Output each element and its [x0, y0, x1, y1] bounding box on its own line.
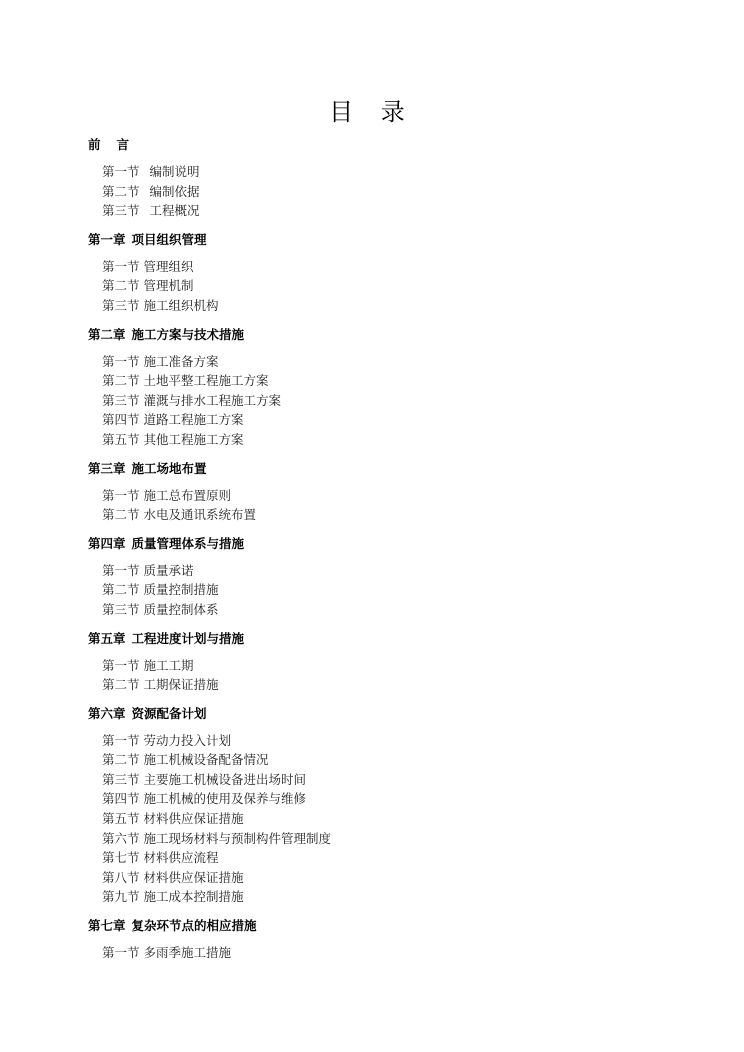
section-title: 施工准备方案 [143, 353, 219, 369]
section-list [88, 656, 688, 695]
section-entry[interactable] [102, 276, 688, 296]
section-number: 第一节 [102, 732, 140, 748]
section-entry[interactable] [102, 296, 688, 316]
section-entry[interactable] [102, 391, 688, 411]
section-number: 第八节 [102, 869, 140, 885]
section-entry[interactable] [102, 789, 688, 809]
toc-chapter [88, 231, 688, 316]
toc-chapter [88, 917, 688, 963]
chapter-heading[interactable] [88, 535, 688, 553]
section-number: 第二节 [102, 183, 140, 199]
section-entry[interactable] [102, 809, 688, 829]
chapter-number: 第一章 [88, 231, 126, 247]
section-entry[interactable] [102, 486, 688, 506]
section-entry[interactable] [102, 675, 688, 695]
section-number: 第七节 [102, 850, 140, 866]
section-number: 第二节 [102, 278, 140, 294]
section-entry[interactable] [102, 868, 688, 888]
section-entry[interactable] [102, 580, 688, 600]
section-title: 道路工程施工方案 [143, 412, 244, 428]
chapter-number: 第四章 [88, 535, 126, 551]
section-title: 施工总布置原则 [143, 487, 232, 503]
chapter-name: 资源配备计划 [131, 705, 207, 721]
chapter-name: 施工方案与技术措施 [131, 326, 245, 342]
section-title: 材料供应保证措施 [143, 811, 244, 827]
chapter-name: 项目组织管理 [131, 231, 207, 247]
section-number: 第一节 [102, 945, 140, 961]
section-number: 第三节 [102, 203, 140, 219]
section-title: 施工现场材料与预制构件管理制度 [143, 830, 332, 846]
chapter-heading[interactable] [88, 136, 688, 154]
section-list [88, 943, 688, 963]
section-entry[interactable] [102, 600, 688, 620]
chapter-number: 第三章 [88, 460, 126, 476]
section-number: 第二节 [102, 677, 140, 693]
section-number: 第二节 [102, 752, 140, 768]
section-title: 管理机制 [143, 278, 194, 294]
chapter-heading[interactable] [88, 231, 688, 249]
section-title: 土地平整工程施工方案 [143, 373, 269, 389]
section-title: 水电及通讯系统布置 [143, 507, 257, 523]
section-number: 第三节 [102, 392, 140, 408]
section-entry[interactable] [102, 770, 688, 790]
section-number: 第一节 [102, 562, 140, 578]
toc-chapter [88, 136, 688, 221]
section-number: 第二节 [102, 373, 140, 389]
section-list [88, 731, 688, 907]
section-title: 灌溉与排水工程施工方案 [143, 392, 282, 408]
section-number: 第九节 [102, 889, 140, 905]
chapter-number: 第二章 [88, 326, 126, 342]
chapter-name: 复杂环节点的相应措施 [131, 918, 257, 934]
section-number: 第一节 [102, 258, 140, 274]
section-title: 材料供应保证措施 [143, 869, 244, 885]
section-entry[interactable] [102, 352, 688, 372]
chapter-number: 第五章 [88, 630, 126, 646]
section-number: 第二节 [102, 507, 140, 523]
chapter-name: 工程进度计划与措施 [131, 630, 245, 646]
section-entry[interactable] [102, 943, 688, 963]
chapter-heading[interactable] [88, 705, 688, 723]
toc-chapter [88, 535, 688, 620]
section-number: 第三节 [102, 771, 140, 787]
section-title: 主要施工机械设备进出场时间 [143, 771, 307, 787]
toc-chapter [88, 326, 688, 450]
section-title: 其他工程施工方案 [143, 431, 244, 447]
section-list [88, 486, 688, 525]
chapter-heading[interactable] [88, 460, 688, 478]
section-number: 第五节 [102, 811, 140, 827]
toc-chapter [88, 630, 688, 695]
section-title: 质量承诺 [143, 562, 194, 578]
chapter-number: 第六章 [88, 705, 126, 721]
section-entry[interactable] [102, 430, 688, 450]
chapter-heading[interactable] [88, 326, 688, 344]
section-number: 第三节 [102, 297, 140, 313]
section-title: 编制说明 [149, 164, 200, 179]
section-entry[interactable] [102, 505, 688, 525]
section-number: 第三节 [102, 601, 140, 617]
section-entry[interactable] [102, 201, 688, 221]
section-entry[interactable] [102, 561, 688, 581]
section-title: 编制依据 [149, 183, 200, 199]
section-number: 第六节 [102, 830, 140, 846]
section-number: 第四节 [102, 791, 140, 807]
chapter-heading[interactable] [88, 630, 688, 648]
chapter-number: 前 [88, 137, 101, 152]
section-number: 第四节 [102, 412, 140, 428]
section-entry[interactable] [102, 887, 688, 907]
section-number: 第一节 [102, 487, 140, 503]
section-entry[interactable] [102, 410, 688, 430]
chapter-name: 言 [116, 137, 130, 152]
section-list [88, 162, 688, 221]
toc-chapter [88, 705, 688, 907]
section-title: 施工成本控制措施 [143, 889, 244, 905]
chapter-name: 施工场地布置 [131, 460, 207, 476]
section-title: 施工机械的使用及保养与维修 [143, 791, 307, 807]
section-title: 质量控制体系 [143, 601, 219, 617]
section-entry[interactable] [102, 182, 688, 202]
page-title: 目 录 [329, 98, 415, 126]
section-number: 第五节 [102, 431, 140, 447]
section-title: 质量控制措施 [143, 582, 219, 598]
section-number: 第一节 [102, 353, 140, 369]
chapter-heading[interactable] [88, 917, 688, 935]
toc-chapter [88, 460, 688, 525]
section-entry[interactable] [102, 656, 688, 676]
section-title: 工程概况 [149, 203, 200, 219]
section-list [88, 352, 688, 450]
section-title: 施工机械设备配备情况 [143, 752, 269, 768]
section-number: 第二节 [102, 582, 140, 598]
section-entry[interactable] [102, 829, 688, 849]
chapter-name: 质量管理体系与措施 [131, 535, 245, 551]
section-entry[interactable] [102, 750, 688, 770]
section-entry[interactable] [102, 162, 688, 182]
section-title: 劳动力投入计划 [143, 732, 232, 748]
section-title: 工期保证措施 [143, 677, 219, 693]
section-title: 多雨季施工措施 [143, 945, 232, 961]
section-entry[interactable] [102, 371, 688, 391]
section-list [88, 257, 688, 316]
section-number: 第一节 [102, 657, 140, 673]
section-entry[interactable] [102, 848, 688, 868]
section-title: 施工工期 [143, 657, 194, 673]
section-list [88, 561, 688, 620]
section-entry[interactable] [102, 731, 688, 751]
table-of-contents [88, 136, 688, 973]
section-title: 材料供应流程 [143, 850, 219, 866]
section-title: 管理组织 [143, 258, 194, 274]
section-number: 第一节 [102, 164, 140, 179]
section-entry[interactable] [102, 257, 688, 277]
section-title: 施工组织机构 [143, 297, 219, 313]
chapter-number: 第七章 [88, 918, 126, 934]
